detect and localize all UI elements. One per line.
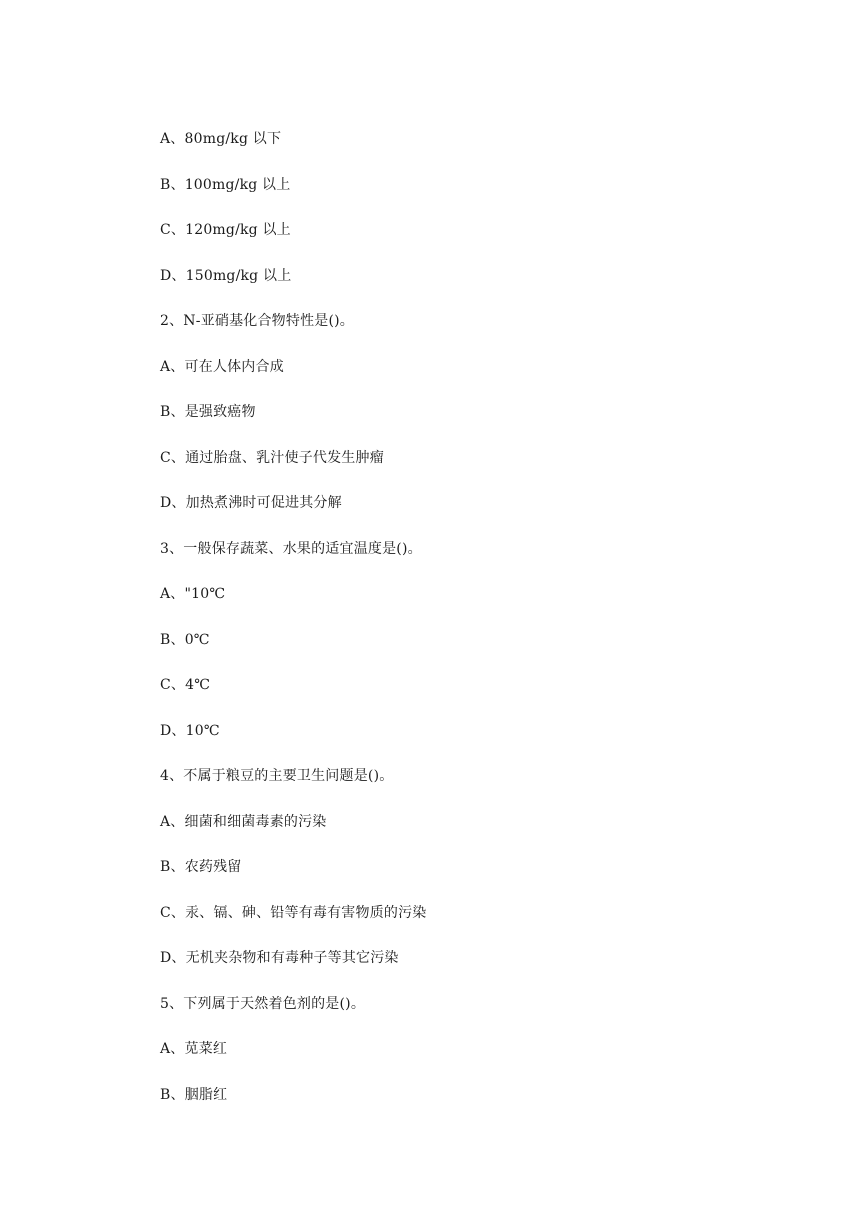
question-list xyxy=(160,128,820,1129)
option-line: D、无机夹杂物和有毒种子等其它污染 xyxy=(160,950,399,966)
option-line: A、苋菜红 xyxy=(160,1041,228,1057)
option-line: B、农药残留 xyxy=(160,859,242,875)
option-line: C、4℃ xyxy=(160,677,211,693)
option-line: D、150mg/kg 以上 xyxy=(160,267,292,284)
option-line: B、100mg/kg 以上 xyxy=(160,176,291,193)
option-line: A、可在人体内合成 xyxy=(160,358,284,375)
question-line: 2、N-亚硝基化合物特性是()。 xyxy=(160,313,355,329)
option-line: B、是强致癌物 xyxy=(160,404,256,420)
option-line: C、汞、镉、砷、铅等有毒有害物质的污染 xyxy=(160,904,427,921)
option-line: A、细菌和细菌毒素的污染 xyxy=(160,813,327,830)
question-line: 3、一般保存蔬菜、水果的适宜温度是()。 xyxy=(160,540,422,557)
option-line: C、通过胎盘、乳汁使子代发生肿瘤 xyxy=(160,449,384,466)
option-line: C、120mg/kg 以上 xyxy=(160,222,291,238)
option-line: D、加热煮沸时可促进其分解 xyxy=(160,495,342,511)
option-line: B、胭脂红 xyxy=(160,1086,228,1103)
question-line: 5、下列属于天然着色剂的是()。 xyxy=(160,995,366,1012)
option-line: A、"10℃ xyxy=(160,586,226,602)
option-line: A、80mg/kg 以下 xyxy=(160,131,282,147)
option-line: D、10℃ xyxy=(160,722,220,739)
question-line: 4、不属于粮豆的主要卫生问题是()。 xyxy=(160,768,394,784)
option-line: B、0℃ xyxy=(160,631,210,648)
